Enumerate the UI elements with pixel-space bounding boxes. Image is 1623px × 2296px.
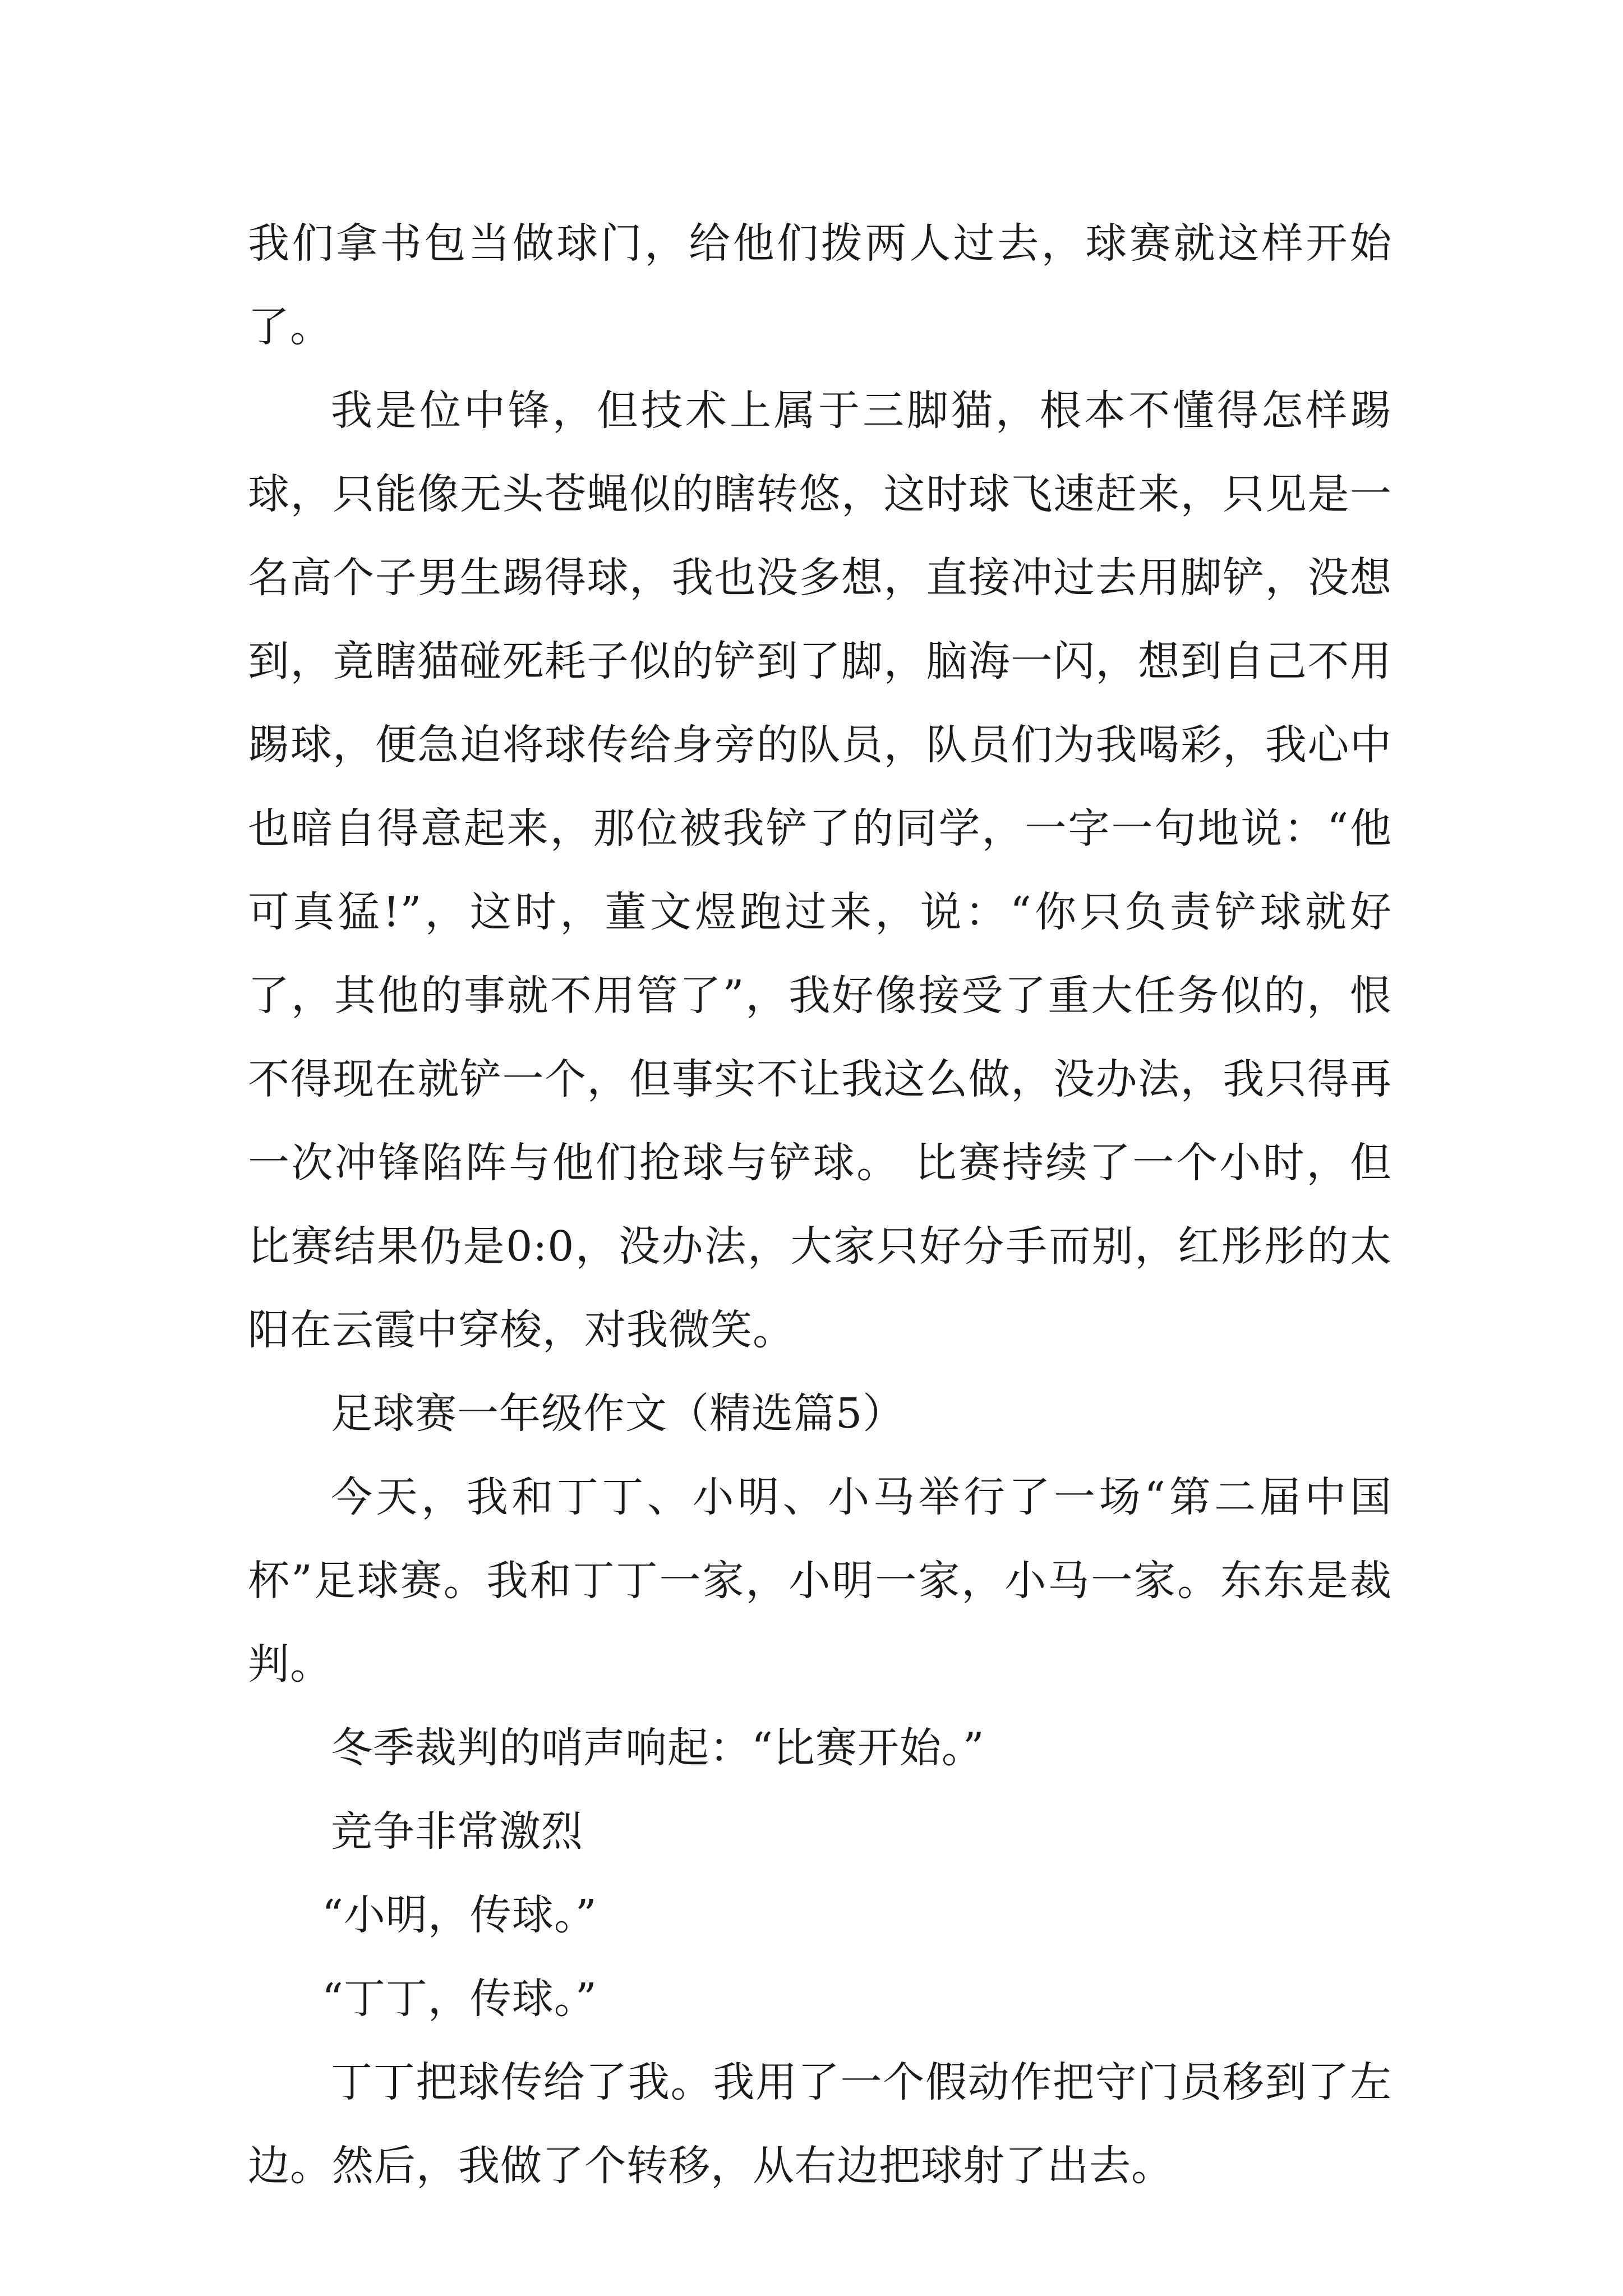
paragraph: 今天，我和丁丁、小明、小马举行了一场“第二届中国杯”足球赛。我和丁丁一家，小明一家，小马一家。东东是裁判。 bbox=[248, 1473, 1392, 1688]
paragraph: 竞争非常激烈 bbox=[331, 1807, 583, 1856]
document-body bbox=[248, 202, 1392, 2208]
paragraph: 我们拿书包当做球门，给他们拨两人过去，球赛就这样开始了。 bbox=[248, 219, 1392, 351]
section-heading: 足球赛一年级作文（精选篇5） bbox=[331, 1389, 905, 1438]
dialogue-line: “小明，传球。” bbox=[322, 1891, 597, 1939]
dialogue-line: “丁丁，传球。” bbox=[322, 1975, 597, 2023]
paragraph: 冬季裁判的哨声响起：“比赛开始。” bbox=[331, 1724, 985, 1772]
paragraph: 丁丁把球传给了我。我用了一个假动作把守门员移到了左边。然后，我做了个转移，从右边把球射了出去。 bbox=[248, 2058, 1392, 2190]
paragraph: 我是位中锋，但技术上属于三脚猫，根本不懂得怎样踢球，只能像无头苍蝇似的瞎转悠，这时球飞速赶来，只见是一名高个子男生踢得球，我也没多想，直接冲过去用脚铲，没想到，竟瞎猫碰死耗子似的铲到了脚，脑海一闪，想到自己不用踢球，便急迫将球传给身旁的队员，队员们为我喝彩，我心中也暗自得意起来，那位被我铲了的同学，一字一句地说：“他可真猛!”，这时，董文煜跑过来，说：“你只负责铲球就好了，其他的事就不用管了”，我好像接受了重大任务似的，恨不得现在就铲一个，但事实不让我这么做，没办法，我只得再一次冲锋陷阵与他们抢球与铲球。 比赛持续了一个小时，但比赛结果仍是0:0，没办法，大家只好分手而别，红彤彤的太阳在云霞中穿梭，对我微笑。 bbox=[248, 386, 1392, 1354]
